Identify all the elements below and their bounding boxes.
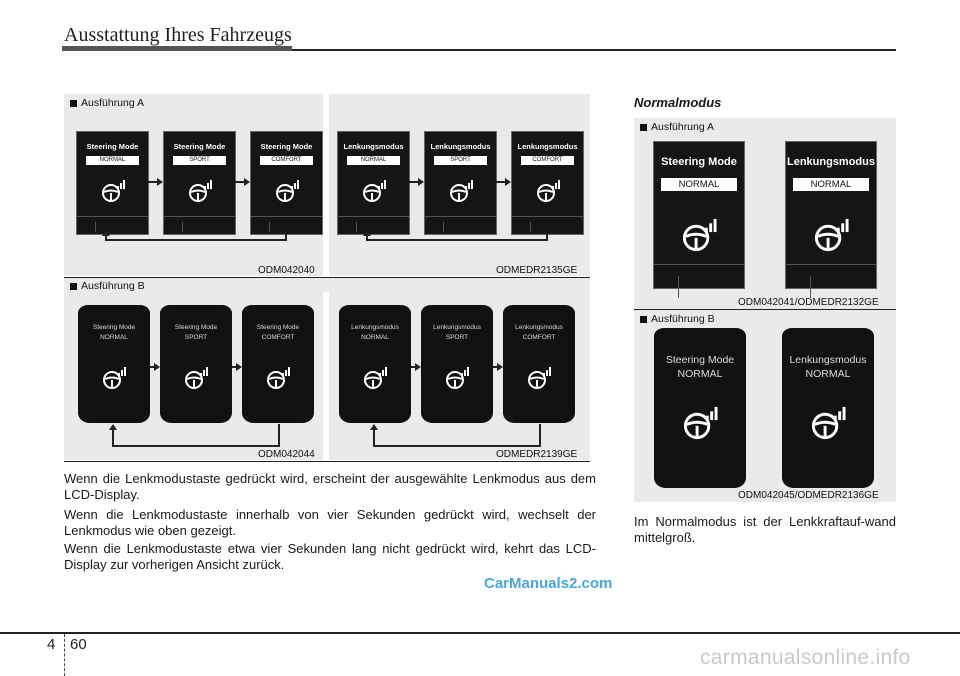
page-number: 60 (70, 636, 87, 653)
figure-b-divider (323, 292, 329, 460)
footer-watermark: carmanualsonline.info (700, 646, 911, 669)
screen-a2 (163, 131, 236, 235)
steering-wheel-icon (183, 365, 209, 396)
paragraph-3: Wenn die Lenkmodustaste etwa vier Sekunden lang nicht gedrückt wird, kehrt das LCD-Display zur vorherigen Ansicht zurück. (64, 541, 596, 572)
arrow-right (493, 366, 501, 368)
page-header-title: Ausstattung Ihres Fahrzeugs (64, 24, 292, 46)
screen-title: Lenkungsmodus (786, 156, 875, 168)
screen-tick (95, 222, 96, 232)
screen-title: Steering Mode (86, 142, 139, 151)
paragraph-1: Wenn die Lenkmodustaste gedrückt wird, erscheint der ausgewählte Lenkmodus aus dem LCD-Display. (64, 471, 596, 502)
screen-title: Lenkungsmodus (433, 324, 481, 331)
bullet-square (640, 124, 647, 131)
screen-title: Steering Mode (256, 324, 300, 331)
screen-tick (810, 276, 811, 298)
screen-b3 (242, 305, 314, 423)
screen-title: Steering Mode (92, 324, 136, 331)
screen-tick (182, 222, 183, 232)
steering-wheel-icon (680, 216, 718, 259)
screen-title: Lenkungsmodus (515, 324, 563, 331)
screen-b6 (503, 305, 575, 423)
screen-b2 (160, 305, 232, 423)
bullet-square (70, 283, 77, 290)
steering-wheel-icon (526, 365, 552, 396)
right-paragraph: Im Normalmodus ist der Lenkkraftauf-wand mittelgroß. (634, 514, 896, 545)
screen-title: Steering Mode (661, 156, 737, 168)
screen-mode: NORMAL (661, 178, 737, 191)
screen-title: Lenkungsmodus (789, 354, 867, 366)
big-screen-b1 (654, 328, 746, 488)
arrow-right (496, 181, 509, 183)
screen-mode: NORMAL (347, 156, 401, 165)
bullet-square (70, 100, 77, 107)
arrow-right (235, 181, 248, 183)
screen-mode: SPORT (445, 334, 469, 341)
figure-code: ODM042040 (258, 265, 315, 276)
header-bar (62, 46, 292, 51)
screen-a1 (76, 131, 149, 235)
figure-code: ODM042044 (258, 449, 315, 460)
screen-mode: COMFORT (521, 156, 575, 165)
screen-mode: NORMAL (100, 334, 128, 341)
screen-tick (356, 222, 357, 232)
return-line (366, 239, 548, 241)
screen-a4 (337, 131, 410, 235)
figure-code: ODMEDR2135GE (496, 265, 578, 276)
right-figure-a-label (640, 121, 714, 133)
return-line (373, 445, 541, 447)
screen-title: Steering Mode (173, 142, 226, 151)
big-screen-b2 (782, 328, 874, 488)
steering-wheel-icon (681, 404, 719, 447)
steering-wheel-icon (362, 365, 388, 396)
footer-rule (0, 632, 960, 634)
screen-title: Lenkungsmodus (430, 142, 491, 151)
steering-wheel-icon (444, 365, 470, 396)
figure-a-label (70, 97, 144, 109)
steering-wheel-icon (812, 216, 850, 259)
steering-wheel-icon (265, 365, 291, 396)
figure-code: ODMEDR2139GE (496, 449, 578, 460)
arrow-right (411, 366, 419, 368)
screen-mode: COMFORT (522, 334, 556, 341)
screen-divider (654, 264, 744, 265)
screen-mode: COMFORT (261, 334, 295, 341)
screen-tick (269, 222, 270, 232)
return-line (112, 445, 280, 447)
figure-b-label-text: Ausführung B (81, 280, 145, 292)
steering-wheel-icon (361, 178, 387, 209)
return-arrow-up (373, 429, 375, 446)
screen-mode: NORMAL (677, 368, 723, 380)
steering-wheel-icon (535, 178, 561, 209)
screen-title: Steering Mode (260, 142, 313, 151)
figure-b-label (70, 280, 145, 292)
header-rule (292, 49, 896, 51)
screen-divider (786, 264, 876, 265)
steering-wheel-icon (100, 178, 126, 209)
steering-wheel-icon (448, 178, 474, 209)
screen-a6 (511, 131, 584, 235)
chapter-number: 4 (47, 636, 56, 653)
arrow-right (150, 366, 158, 368)
steering-wheel-icon (187, 178, 213, 209)
screen-mode: SPORT (184, 334, 208, 341)
arrow-right (409, 181, 422, 183)
screen-title: Lenkungsmodus (351, 324, 399, 331)
big-screen-a2 (785, 141, 877, 289)
figure-code: ODM042041/ODMEDR2132GE (738, 297, 879, 308)
screen-b1 (78, 305, 150, 423)
return-arrow-up (112, 429, 114, 446)
screen-divider (164, 216, 235, 217)
figure-code: ODM042045/ODMEDR2136GE (738, 490, 879, 501)
arrow-right (232, 366, 240, 368)
screen-mode: NORMAL (805, 368, 851, 380)
screen-title: Lenkungsmodus (517, 142, 578, 151)
paragraph-2: Wenn die Lenkmodustaste innerhalb von vier Sekunden gedrückt wird, wechselt der Lenkmodus wie oben gezeigt. (64, 507, 596, 538)
screen-b5 (421, 305, 493, 423)
big-screen-a1 (653, 141, 745, 289)
screen-title: Steering Mode (665, 354, 735, 366)
section-title: Normalmodus (634, 95, 722, 110)
steering-wheel-icon (809, 404, 847, 447)
screen-a5 (424, 131, 497, 235)
screen-tick (530, 222, 531, 232)
return-line (105, 239, 287, 241)
steering-wheel-icon (274, 178, 300, 209)
figure-a-divider (323, 94, 329, 276)
screen-divider (425, 216, 496, 217)
screen-divider (251, 216, 322, 217)
steering-wheel-icon (101, 365, 127, 396)
return-arrow-up (105, 235, 107, 240)
screen-mode: NORMAL (86, 156, 140, 165)
screen-b4 (339, 305, 411, 423)
bullet-square (640, 316, 647, 323)
screen-mode: NORMAL (361, 334, 389, 341)
screen-a3 (250, 131, 323, 235)
screen-title: Steering Mode (174, 324, 218, 331)
return-line (539, 424, 541, 446)
site-watermark: CarManuals2.com (484, 575, 613, 592)
footer-divider (64, 634, 65, 676)
screen-mode: NORMAL (793, 178, 869, 191)
right-figure-b-label-text: Ausführung B (651, 313, 715, 325)
figure-rule (64, 461, 590, 462)
screen-mode: SPORT (434, 156, 488, 165)
screen-tick (678, 276, 679, 298)
figure-a-label-text: Ausführung A (81, 97, 145, 109)
screen-tick (443, 222, 444, 232)
right-figure-a-label-text: Ausführung A (651, 121, 715, 133)
screen-title: Lenkungsmodus (343, 142, 404, 151)
right-figure-b-label (640, 313, 715, 325)
screen-divider (338, 216, 409, 217)
arrow-right (148, 181, 161, 183)
screen-divider (512, 216, 583, 217)
screen-mode: SPORT (173, 156, 227, 165)
return-line (278, 424, 280, 446)
screen-mode: COMFORT (260, 156, 314, 165)
screen-divider (77, 216, 148, 217)
return-arrow-up (366, 235, 368, 240)
